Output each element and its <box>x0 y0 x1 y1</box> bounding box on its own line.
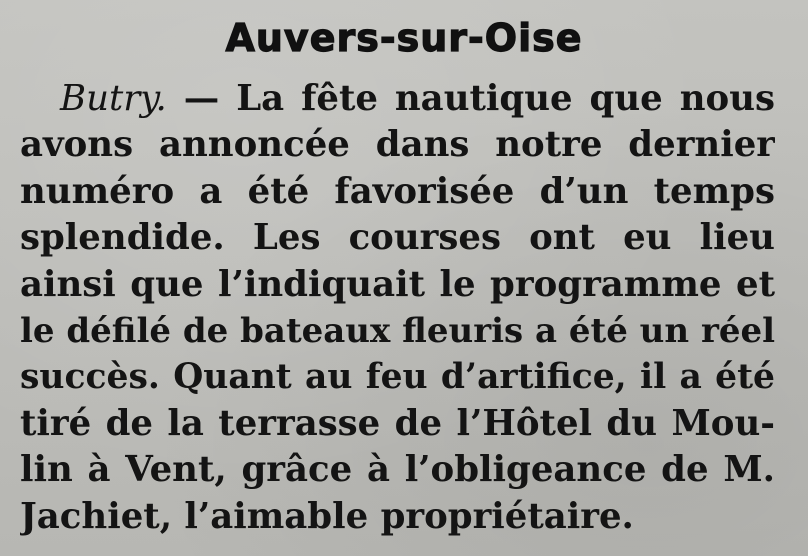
article-line-1 <box>20 76 775 122</box>
article-line-6: le défilé de bateaux fleuris a été un réel <box>20 310 775 351</box>
article-line-4: splendide. Les courses ont eu lieu <box>20 217 775 259</box>
article-line-7: succès. Quant au feu d’artifice, il a été <box>20 357 775 398</box>
headline: Auvers-sur-Oise <box>225 16 583 60</box>
article-line-1-text: — La fête nautique que nous <box>166 78 775 119</box>
article-line-5: ainsi que l’indiquait le programme et <box>20 263 775 305</box>
article-line-9: lin à Vent, grâce à l’obligeance de M. <box>20 449 775 491</box>
article-body <box>20 76 775 540</box>
article-line-3: numéro a été favorisée d’un temps <box>20 170 775 212</box>
article-line-8: tiré de la terrasse de l’Hôtel du Mou- <box>20 402 775 444</box>
article-line-2: avons annoncée dans notre dernier <box>20 124 775 166</box>
article-line-10: Jachiet, l’aimable propriétaire. <box>20 495 634 537</box>
place-name: Butry. <box>60 78 167 119</box>
